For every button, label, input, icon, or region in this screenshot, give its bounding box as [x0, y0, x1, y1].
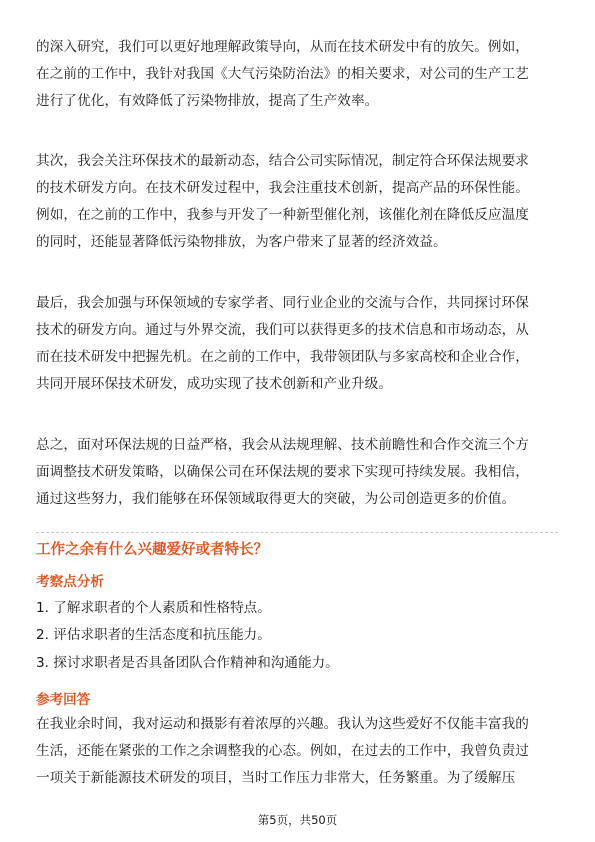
- paragraph-2: [36, 148, 558, 256]
- text-line: 进行了优化，有效降低了污染物排放，提高了生产效率。: [36, 93, 379, 109]
- text-line: 共同开展环保技术研发，成功实现了技术创新和产业升级。: [36, 376, 393, 392]
- text-line: 其次，我会关注环保技术的最新动态，结合公司实际情况，制定符合环保法规要求: [36, 153, 529, 169]
- text-line: 例如，在之前的工作中，我参与开发了一种新型催化剂，该催化剂在降低反应温度: [36, 207, 529, 223]
- analysis-item: 2. 评估求职者的生活态度和抗压能力。: [36, 627, 271, 643]
- text-line: 在之前的工作中，我针对我国《大气污染防治法》的相关要求，对公司的生产工艺: [36, 66, 529, 82]
- analysis-item: 1. 了解求职者的个人素质和性格特点。: [36, 600, 271, 616]
- answer-paragraph: [36, 711, 558, 792]
- paragraph-4: [36, 432, 558, 513]
- text-line: 一项关于新能源技术研发的项目，当时工作压力非常大，任务繁重。为了缓解压: [36, 770, 516, 786]
- text-line: 生活，还能在紧张的工作之余调整我的心态。例如，在过去的工作中，我曾负责过: [36, 743, 529, 759]
- answer-label: 参考回答: [36, 692, 91, 708]
- text-line: 的深入研究，我们可以更好地理解政策导向，从而在技术研发中有的放矢。例如，: [36, 39, 529, 55]
- text-line: 在我业余时间，我对运动和摄影有着浓厚的兴趣。我认为这些爱好不仅能丰富我的: [36, 716, 529, 732]
- section-divider: [36, 532, 558, 533]
- question-heading: 工作之余有什么兴趣爱好或者特长？: [36, 542, 268, 558]
- text-line: 而在技术研发中把握先机。在之前的工作中，我带领团队与多家高校和企业合作，: [36, 349, 529, 365]
- analysis-label: 考察点分析: [36, 574, 104, 590]
- paragraph-1: [36, 34, 558, 115]
- paragraph-3: [36, 290, 558, 398]
- text-line: 面调整技术研发策略，以确保公司在环保法规的要求下实现可持续发展。我相信，: [36, 464, 529, 480]
- analysis-item: 3. 探讨求职者是否具备团队合作精神和沟通能力。: [36, 655, 339, 671]
- text-line: 技术的研发方向。通过与外界交流，我们可以获得更多的技术信息和市场动态，从: [36, 322, 529, 338]
- text-line: 的同时，还能显著降低污染物排放，为客户带来了显著的经济效益。: [36, 234, 447, 250]
- text-line: 通过这些努力，我们能够在环保领域取得更大的突破，为公司创造更多的价值。: [36, 491, 516, 507]
- text-line: 总之，面对环保法规的日益严格，我会从法规理解、技术前瞻性和合作交流三个方: [36, 437, 529, 453]
- text-line: 的技术研发方向。在技术研发过程中，我会注重技术创新，提高产品的环保性能。: [36, 180, 529, 196]
- page-number: 第5页，共50页: [257, 813, 338, 827]
- text-line: 最后，我会加强与环保领域的专家学者、同行业企业的交流与合作，共同探讨环保: [36, 295, 529, 311]
